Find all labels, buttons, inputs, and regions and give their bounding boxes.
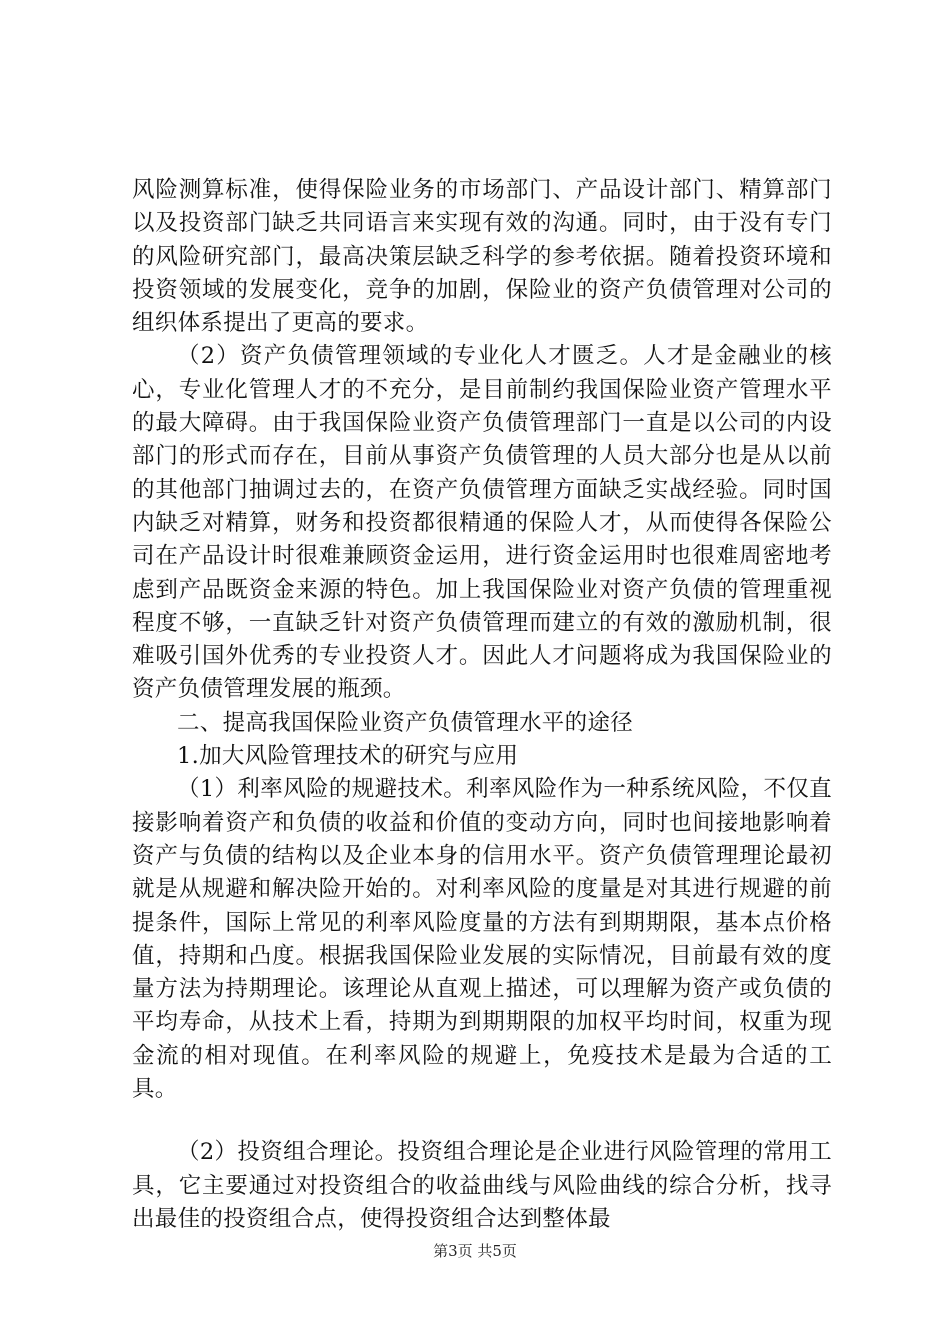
document-body: [132, 174, 832, 1236]
paragraph-portfolio-theory: （2）投资组合理论。投资组合理论是企业进行风险管理的常用工具，它主要通过对投资组合的收益曲线与风险曲线的综合分析，找寻出最佳的投资组合点，使得投资组合达到整体最: [132, 1139, 832, 1232]
section-heading: 二、提高我国保险业资产负债管理水平的途径: [177, 709, 634, 736]
paragraph-continuation: 风险测算标准，使得保险业务的市场部门、产品设计部门、精算部门以及投资部门缺乏共同语言来实现有效的沟通。同时，由于没有专门的风险研究部门，最高决策层缺乏科学的参考依据。随着投资环境和投资领域的发展变化，竞争的加剧，保险业的资产负债管理对公司的组织体系提出了更高的要求。: [132, 177, 832, 337]
page-footer: 第3页 共5页: [433, 1242, 517, 1260]
paragraph-talent-shortage: （2）资产负债管理领域的专业化人才匮乏。人才是金融业的核心，专业化管理人才的不充分，是目前制约我国保险业资产管理水平的最大障碍。由于我国保险业资产负债管理部门一直是以公司的内设部门的形式而存在，目前从事资产负债管理的人员大部分也是从以前的其他部门抽调过去的，在资产负债管理方面缺乏实战经验。同时国内缺乏对精算，财务和投资都很精通的保险人才，从而使得各保险公司在产品设计时很难兼顾资金运用，进行资金运用时也很难周密地考虑到产品既资金来源的特色。加上我国保险业对资产负债的管理重视程度不够，一直缺乏针对资产负债管理而建立的有效的激励机制，很难吸引国外优秀的专业投资人才。因此人才问题将成为我国保险业的资产负债管理发展的瓶颈。: [132, 343, 832, 703]
paragraph-interest-rate-risk: （1）利率风险的规避技术。利率风险作为一种系统风险，不仅直接影响着资产和负债的收益和价值的变动方向，同时也间接地影响着资产与负债的结构以及企业本身的信用水平。资产负债管理理论最初就是从规避和解决险开始的。对利率风险的度量是对其进行规避的前提条件，国际上常见的利率风险度量的方法有到期期限，基本点价格值，持期和凸度。根据我国保险业发展的实际情况，目前最有效的度量方法为持期理论。该理论从直观上描述，可以理解为资产或负债的平均寿命，从技术上看，持期为到期期限的加权平均时间，权重为现金流的相对现值。在利率风险的规避上，免疫技术是最为合适的工具。: [132, 776, 832, 1103]
subsection-heading: 1.加大风险管理技术的研究与应用: [177, 743, 519, 770]
